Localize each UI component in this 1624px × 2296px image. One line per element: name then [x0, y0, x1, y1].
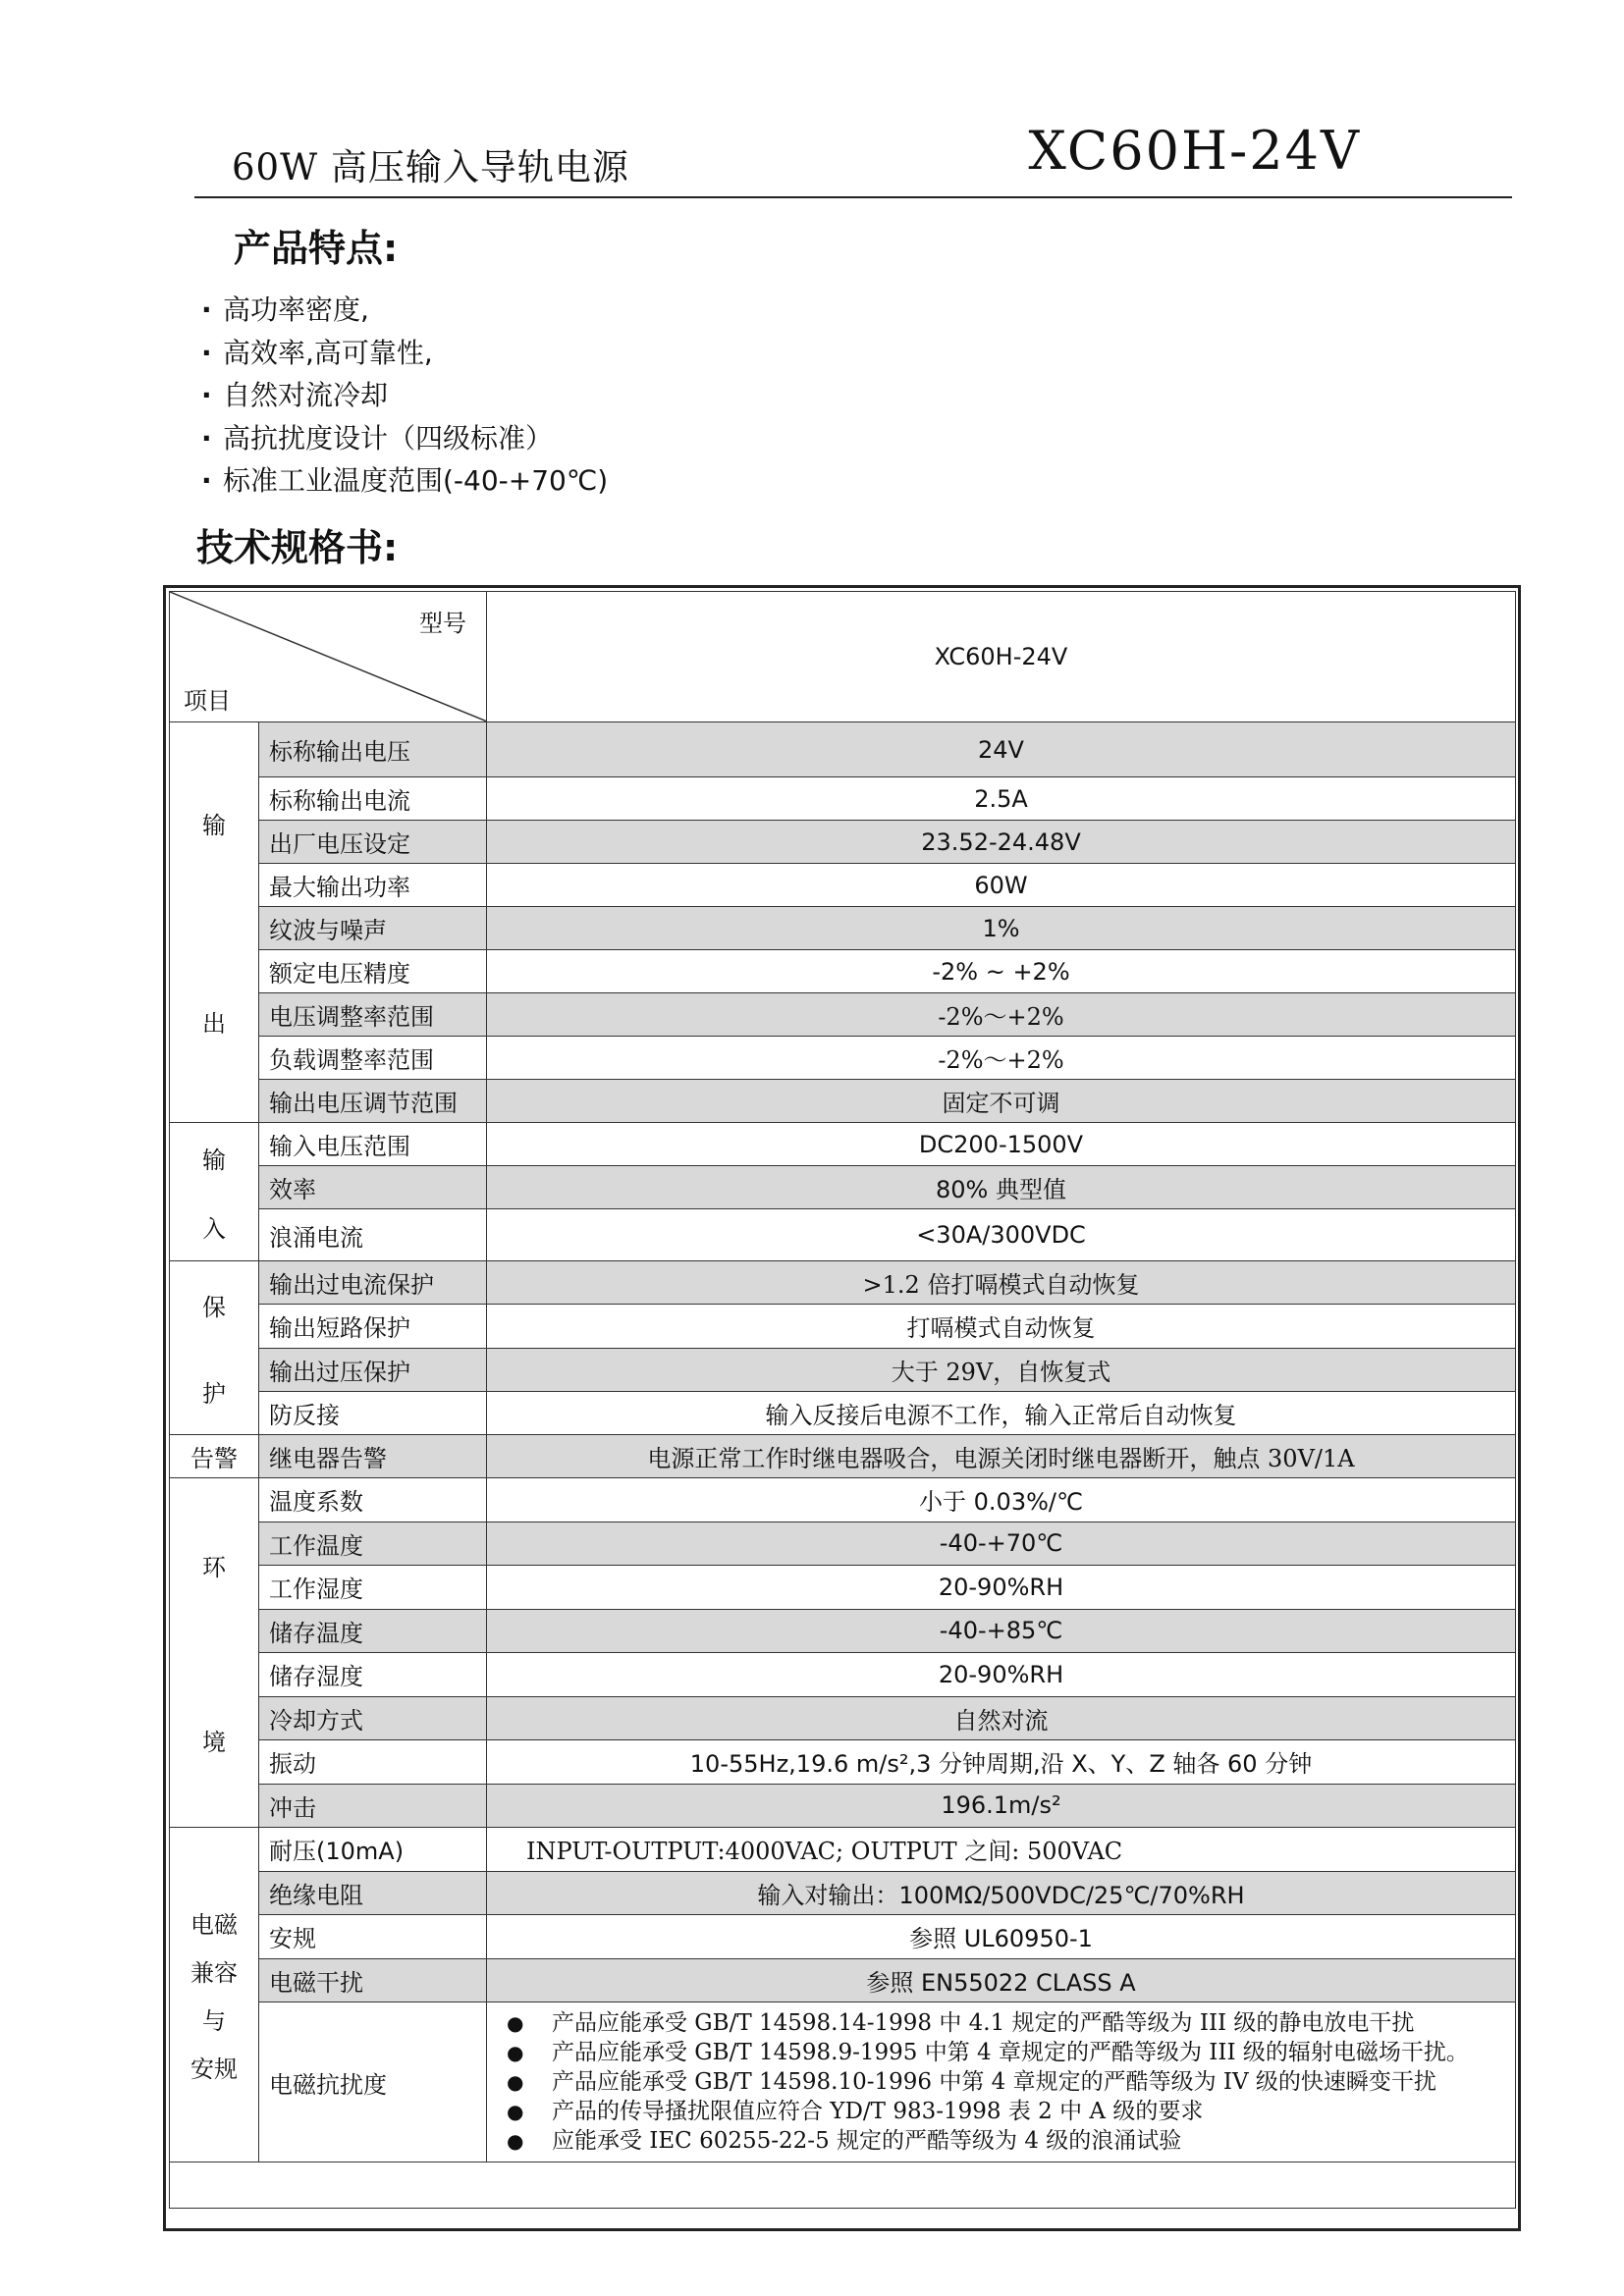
list-item: ● 应能承受 IEC 60255-22-5 规定的严酷等级为 4 级的浪涌试验 — [507, 2128, 1182, 2155]
list-item: ● 产品应能承受 GB/T 14598.14-1998 中 4.1 规定的严酷等级为 III 级的静电放电干扰 — [507, 2010, 1415, 2037]
table-row — [170, 907, 1516, 950]
feature-item: · 高效率,高可靠性, — [201, 336, 433, 369]
table-row — [170, 1958, 1516, 2002]
row-value: -2% ~ +2% — [487, 950, 1516, 993]
header-product-name: 60W 高压输入导轨电源 — [232, 146, 629, 188]
bullet-icon: ● — [507, 2100, 524, 2124]
row-item: 标称输出电压 — [259, 722, 487, 777]
category-emc-safety: 电磁 兼容 与 安规 — [170, 1828, 259, 2163]
row-item: 电磁干扰 — [259, 1958, 487, 2002]
table-row — [170, 1740, 1516, 1785]
table-row — [170, 1037, 1516, 1080]
row-value: 23.52-24.48V — [487, 821, 1516, 864]
row-item: 耐压(10mA) — [259, 1828, 487, 1872]
row-value: 电源正常工作时继电器吸合，电源关闭时继电器断开，触点 30V/1A — [487, 1435, 1516, 1478]
row-item: 冲击 — [259, 1784, 487, 1828]
table-row — [170, 1435, 1516, 1478]
table-row — [170, 1522, 1516, 1566]
table-row — [170, 1653, 1516, 1697]
table-row — [170, 1080, 1516, 1123]
row-item: 输出短路保护 — [259, 1305, 487, 1348]
row-value: 60W — [487, 864, 1516, 907]
table-row — [170, 993, 1516, 1037]
row-value: -40-+70℃ — [487, 1522, 1516, 1566]
features-list — [201, 289, 608, 503]
table-row — [170, 777, 1516, 821]
table-row — [170, 1871, 1516, 1915]
list-item: ● 产品的传导搔扰限值应符合 YD/T 983-1998 表 2 中 A 级的要求 — [507, 2099, 1204, 2125]
list-item: ● 产品应能承受 GB/T 14598.10-1996 中第 4 章规定的严酷等级为 IV 级的快速瞬变干扰 — [507, 2069, 1436, 2096]
row-item: 储存湿度 — [259, 1653, 487, 1697]
row-value: 10-55Hz,19.6 m/s²,3 分钟周期,沿 X、Y、Z 轴各 60 分钟 — [487, 1740, 1516, 1785]
header-model-number: XC60H-24V — [1028, 120, 1361, 182]
row-value: 大于 29V，自恢复式 — [487, 1348, 1516, 1391]
row-item: 输入电压范围 — [259, 1123, 487, 1166]
immunity-cell — [487, 2002, 1516, 2163]
row-value: 20-90%RH — [487, 1566, 1516, 1610]
table-row — [170, 821, 1516, 864]
spec-table-frame — [163, 585, 1521, 2231]
feature-item: · 标准工业温度范围(-40-+70℃) — [201, 464, 609, 497]
row-item: 标称输出电流 — [259, 777, 487, 821]
row-value: 2.5A — [487, 777, 1516, 821]
table-row — [170, 1566, 1516, 1610]
category-input: 输 入 — [170, 1123, 259, 1261]
row-value: 固定不可调 — [487, 1080, 1516, 1123]
row-value: 打嗝模式自动恢复 — [487, 1305, 1516, 1348]
item-label: 项目 — [184, 687, 231, 715]
list-item: ● 产品应能承受 GB/T 14598.9-1995 中第 4 章规定的严酷等级为 III 级的辐射电磁场干扰。 — [507, 2040, 1469, 2066]
row-item: 温度系数 — [259, 1478, 487, 1522]
table-row — [170, 722, 1516, 777]
row-value: 24V — [487, 722, 1516, 777]
bullet-icon: ● — [507, 2011, 524, 2036]
table-row — [170, 1784, 1516, 1828]
table-row — [170, 864, 1516, 907]
category-alarm: 告警 — [170, 1435, 259, 1478]
bullet-icon: ● — [507, 2129, 524, 2154]
row-value: >1.2 倍打嗝模式自动恢复 — [487, 1261, 1516, 1305]
row-item: 最大输出功率 — [259, 864, 487, 907]
table-row — [170, 1915, 1516, 1959]
row-item: 储存温度 — [259, 1609, 487, 1653]
row-item: 电磁抗扰度 — [259, 2002, 487, 2163]
row-value: <30A/300VDC — [487, 1209, 1516, 1261]
row-value: 小于 0.03%/℃ — [487, 1478, 1516, 1522]
row-item: 工作湿度 — [259, 1566, 487, 1610]
row-value: 输入对输出：100MΩ/500VDC/25℃/70%RH — [487, 1871, 1516, 1915]
row-item: 电压调整率范围 — [259, 993, 487, 1037]
table-row — [170, 1391, 1516, 1434]
table-row — [170, 1123, 1516, 1166]
table-row — [170, 1348, 1516, 1391]
feature-item: · 自然对流冷却 — [201, 379, 389, 411]
table-empty-row — [170, 2163, 1516, 2209]
immunity-list — [487, 2004, 1515, 2160]
row-item: 效率 — [259, 1166, 487, 1209]
bullet-icon: ● — [507, 2041, 524, 2065]
row-value: 20-90%RH — [487, 1653, 1516, 1697]
row-value: INPUT-OUTPUT:4000VAC; OUTPUT 之间: 500VAC — [487, 1828, 1516, 1872]
row-item: 继电器告警 — [259, 1435, 487, 1478]
row-item: 输出电压调节范围 — [259, 1080, 487, 1123]
table-row — [170, 1696, 1516, 1740]
row-value: 参照 EN55022 CLASS A — [487, 1958, 1516, 2002]
row-item: 振动 — [259, 1740, 487, 1785]
table-header-row — [170, 592, 1516, 722]
row-item: 输出过电流保护 — [259, 1261, 487, 1305]
row-item: 负载调整率范围 — [259, 1037, 487, 1080]
category-environment: 环 境 — [170, 1478, 259, 1828]
table-row — [170, 1261, 1516, 1305]
category-protection: 保 护 — [170, 1261, 259, 1435]
row-item: 浪涌电流 — [259, 1209, 487, 1261]
table-row — [170, 2002, 1516, 2163]
feature-item: · 高功率密度, — [201, 294, 369, 326]
table-row — [170, 1305, 1516, 1348]
row-item: 工作温度 — [259, 1522, 487, 1566]
feature-item: · 高抗扰度设计（四级标准） — [201, 421, 554, 454]
table-row — [170, 950, 1516, 993]
model-value: XC60H-24V — [487, 592, 1516, 722]
table-row — [170, 1828, 1516, 1872]
row-value: 80% 典型值 — [487, 1166, 1516, 1209]
table-row — [170, 1209, 1516, 1261]
table-row — [170, 1609, 1516, 1653]
row-value: -2%～+2% — [487, 1037, 1516, 1080]
row-value: 输入反接后电源不工作，输入正常后自动恢复 — [487, 1391, 1516, 1434]
row-item: 额定电压精度 — [259, 950, 487, 993]
row-item: 输出过压保护 — [259, 1348, 487, 1391]
empty-cell — [170, 2163, 1516, 2209]
row-item: 防反接 — [259, 1391, 487, 1434]
row-value: 1% — [487, 907, 1516, 950]
table-row — [170, 1166, 1516, 1209]
row-value: -2%～+2% — [487, 993, 1516, 1037]
spec-table — [169, 591, 1516, 2209]
row-item: 纹波与噪声 — [259, 907, 487, 950]
features-heading: 产品特点: — [234, 227, 399, 270]
row-value: 196.1m/s² — [487, 1784, 1516, 1828]
row-value: 自然对流 — [487, 1696, 1516, 1740]
row-value: DC200-1500V — [487, 1123, 1516, 1166]
spec-heading: 技术规格书: — [196, 526, 399, 569]
row-value: 参照 UL60950-1 — [487, 1915, 1516, 1959]
bullet-icon: ● — [507, 2070, 524, 2095]
row-item: 绝缘电阻 — [259, 1871, 487, 1915]
table-row — [170, 1478, 1516, 1522]
row-value: -40-+85℃ — [487, 1609, 1516, 1653]
category-output: 输 出 — [170, 722, 259, 1123]
header-divider — [194, 196, 1512, 198]
row-item: 冷却方式 — [259, 1696, 487, 1740]
header-diagonal-cell — [170, 592, 487, 722]
model-label: 型号 — [419, 610, 466, 637]
row-item: 安规 — [259, 1915, 487, 1959]
row-item: 出厂电压设定 — [259, 821, 487, 864]
